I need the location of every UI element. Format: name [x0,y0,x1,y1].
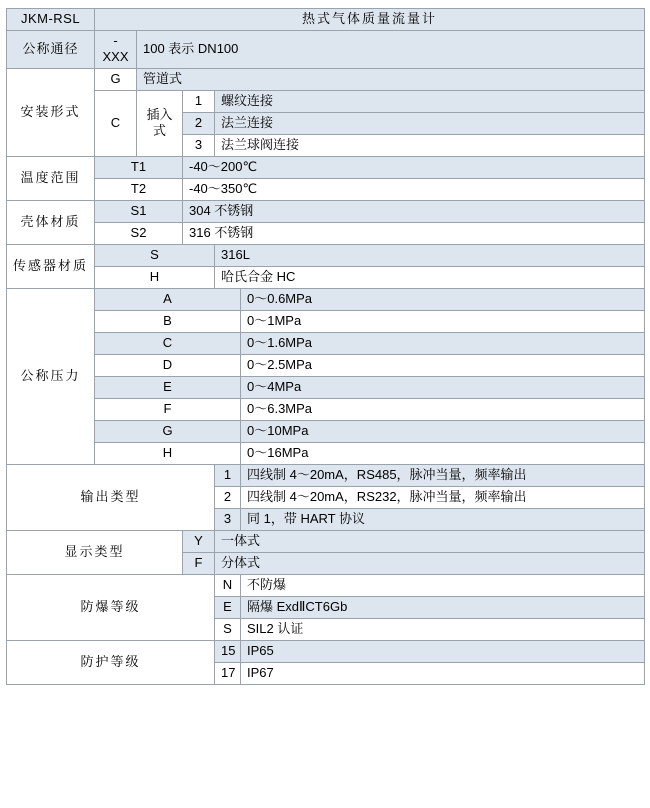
mounting-insert-label: 插入式 [137,90,183,156]
pressure-desc-e: 0～4MPa [241,376,645,398]
shell-material-desc-s1: 304 不锈钢 [183,200,645,222]
pressure-code-a: A [95,288,241,310]
protection-desc-17: IP67 [241,662,645,684]
shell-material-desc-s2: 316 不锈钢 [183,222,645,244]
mounting-sub-code-3: 3 [183,134,215,156]
table-row [7,398,645,420]
shell-material-code-s1: S1 [95,200,183,222]
table-row [7,640,645,662]
output-desc-3: 同 1，带 HART 协议 [241,508,645,530]
pressure-label: 公称压力 [7,288,95,464]
table-row [7,288,645,310]
pressure-code-g: G [95,420,241,442]
pressure-desc-h: 0～16MPa [241,442,645,464]
temperature-desc-t2: -40～350℃ [183,178,645,200]
table-row [7,244,645,266]
output-label: 输出类型 [7,464,215,530]
temperature-desc-t1: -40～200℃ [183,156,645,178]
temperature-code-t2: T2 [95,178,183,200]
table-row [7,31,645,69]
protection-desc-15: IP65 [241,640,645,662]
sensor-material-code-s: S [95,244,215,266]
explosion-code-e: E [215,596,241,618]
sensor-material-desc-s: 316L [215,244,645,266]
specification-table [6,8,645,685]
pressure-desc-a: 0～0.6MPa [241,288,645,310]
output-code-1: 1 [215,464,241,486]
protection-code-17: 17 [215,662,241,684]
table-row [7,222,645,244]
mounting-sub-code-1: 1 [183,90,215,112]
table-row [7,90,645,112]
mounting-desc-pipe: 管道式 [137,68,645,90]
temperature-code-t1: T1 [95,156,183,178]
table-row [7,156,645,178]
protection-label: 防护等级 [7,640,215,684]
table-row [7,530,645,552]
output-code-3: 3 [215,508,241,530]
output-desc-2: 四线制 4～20mA，RS232，脉冲当量，频率输出 [241,486,645,508]
model-code: JKM-RSL [7,9,95,31]
sensor-material-code-h: H [95,266,215,288]
mounting-code-c: C [95,90,137,156]
table-row [7,420,645,442]
table-row [7,68,645,90]
pressure-code-c: C [95,332,241,354]
explosion-desc-n: 不防爆 [241,574,645,596]
explosion-desc-s: SIL2 认证 [241,618,645,640]
display-code-f: F [183,552,215,574]
mounting-sub-code-2: 2 [183,112,215,134]
pressure-code-b: B [95,310,241,332]
mounting-desc-ballvalve: 法兰球阀连接 [215,134,645,156]
nominal-diameter-label: 公称通径 [7,31,95,69]
pressure-desc-f: 0～6.3MPa [241,398,645,420]
table-row [7,376,645,398]
shell-material-label: 壳体材质 [7,200,95,244]
table-row [7,442,645,464]
mounting-code-g: G [95,68,137,90]
mounting-label: 安装形式 [7,68,95,156]
explosion-code-n: N [215,574,241,596]
table-row [7,9,645,31]
page-title: 热式气体质量流量计 [95,9,645,31]
table-row [7,574,645,596]
sensor-material-desc-h: 哈氏合金 HC [215,266,645,288]
output-desc-1: 四线制 4～20mA，RS485，脉冲当量，频率输出 [241,464,645,486]
table-row [7,178,645,200]
sensor-material-label: 传感器材质 [7,244,95,288]
explosion-label: 防爆等级 [7,574,215,640]
display-code-y: Y [183,530,215,552]
output-code-2: 2 [215,486,241,508]
nominal-diameter-code: -XXX [95,31,137,69]
explosion-code-s: S [215,618,241,640]
table-row [7,310,645,332]
display-desc-y: 一体式 [215,530,645,552]
table-row [7,200,645,222]
nominal-diameter-desc: 100 表示 DN100 [137,31,645,69]
display-desc-f: 分体式 [215,552,645,574]
table-row [7,266,645,288]
protection-code-15: 15 [215,640,241,662]
table-row [7,464,645,486]
pressure-code-e: E [95,376,241,398]
pressure-desc-d: 0～2.5MPa [241,354,645,376]
display-label: 显示类型 [7,530,183,574]
pressure-desc-g: 0～10MPa [241,420,645,442]
table-row [7,354,645,376]
pressure-code-h: H [95,442,241,464]
pressure-desc-b: 0～1MPa [241,310,645,332]
mounting-desc-thread: 螺纹连接 [215,90,645,112]
temperature-label: 温度范围 [7,156,95,200]
table-row [7,332,645,354]
pressure-code-f: F [95,398,241,420]
explosion-desc-e: 隔爆 ExdⅡCT6Gb [241,596,645,618]
mounting-desc-flange: 法兰连接 [215,112,645,134]
pressure-desc-c: 0～1.6MPa [241,332,645,354]
pressure-code-d: D [95,354,241,376]
shell-material-code-s2: S2 [95,222,183,244]
